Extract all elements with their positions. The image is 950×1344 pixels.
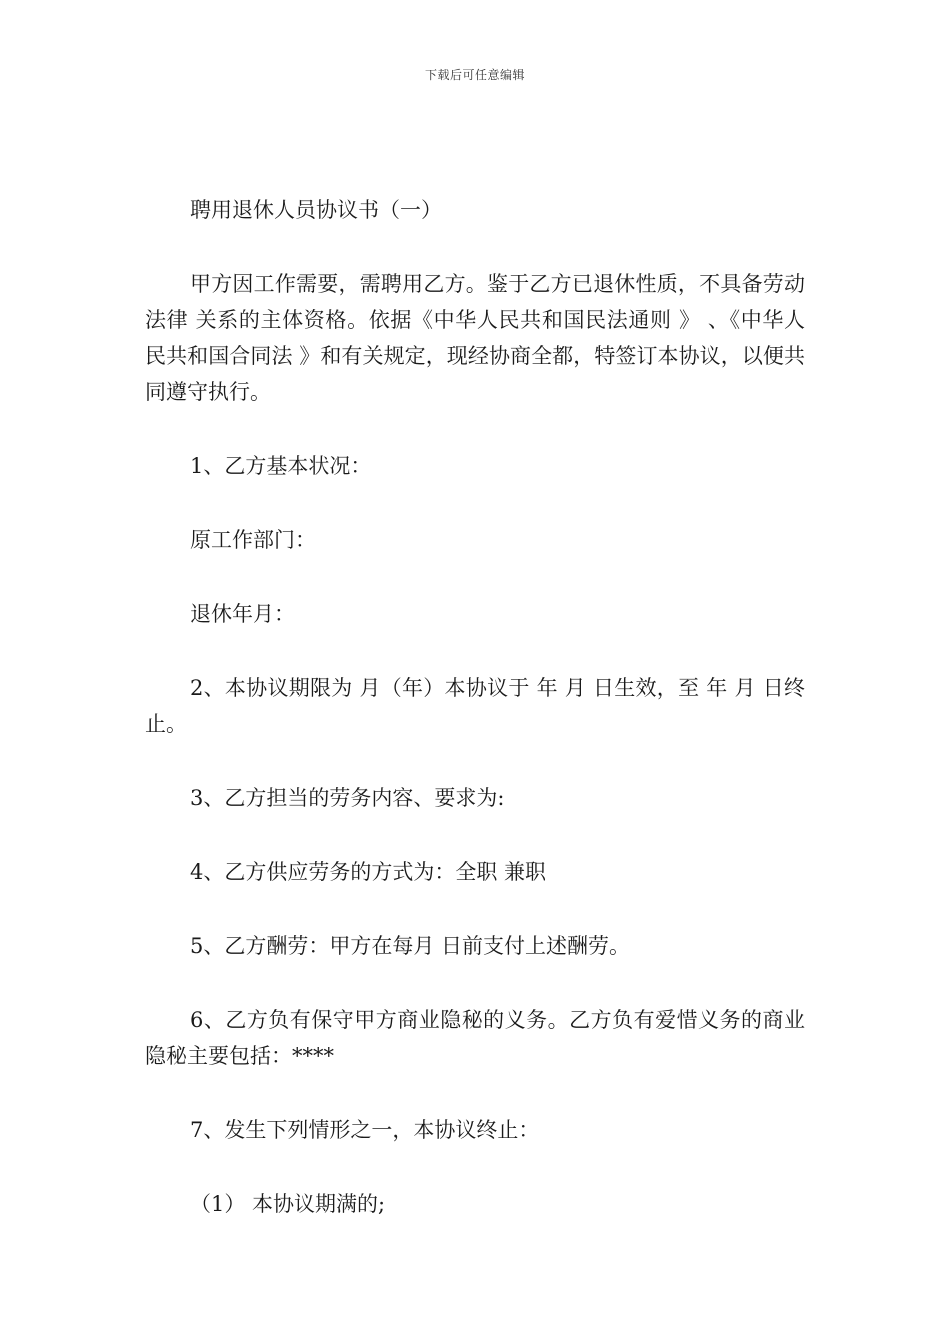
clause-7-item-1: （1） 本协议期满的;	[190, 1192, 386, 1216]
document-body	[145, 192, 805, 1222]
clause-6: 6、乙方负有保守甲方商业隐秘的义务。乙方负有爱惜义务的商业隐秘主要包括：****	[145, 1008, 805, 1068]
retirement-date-field: 退休年月：	[190, 602, 295, 626]
intro-paragraph: 甲方因工作需要，需聘用乙方。鉴于乙方已退休性质，不具备劳动法律 关系的主体资格。依据《中华人民共和国民法通则 》 、《中华人民共和国合同法 》和有关规定，现经协商全都，特签订本协议，以便共同遵守执行。	[145, 272, 805, 404]
clause-1: 1、乙方基本状况：	[190, 454, 372, 478]
clause-4: 4、乙方供应劳务的方式为：全职 兼职	[190, 860, 547, 884]
clause-2: 2、本协议期限为 月（年）本协议于 年 月 日生效，至 年 月 日终止。	[145, 676, 805, 736]
document-title: 聘用退休人员协议书（一）	[190, 198, 442, 222]
clause-3: 3、乙方担当的劳务内容、要求为:	[190, 786, 505, 810]
original-department-field: 原工作部门：	[190, 528, 316, 552]
clause-7: 7、发生下列情形之一，本协议终止：	[190, 1118, 540, 1142]
clause-5: 5、乙方酬劳：甲方在每月 日前支付上述酬劳。	[190, 934, 631, 958]
page-header-note: 下载后可任意编辑	[424, 68, 525, 82]
